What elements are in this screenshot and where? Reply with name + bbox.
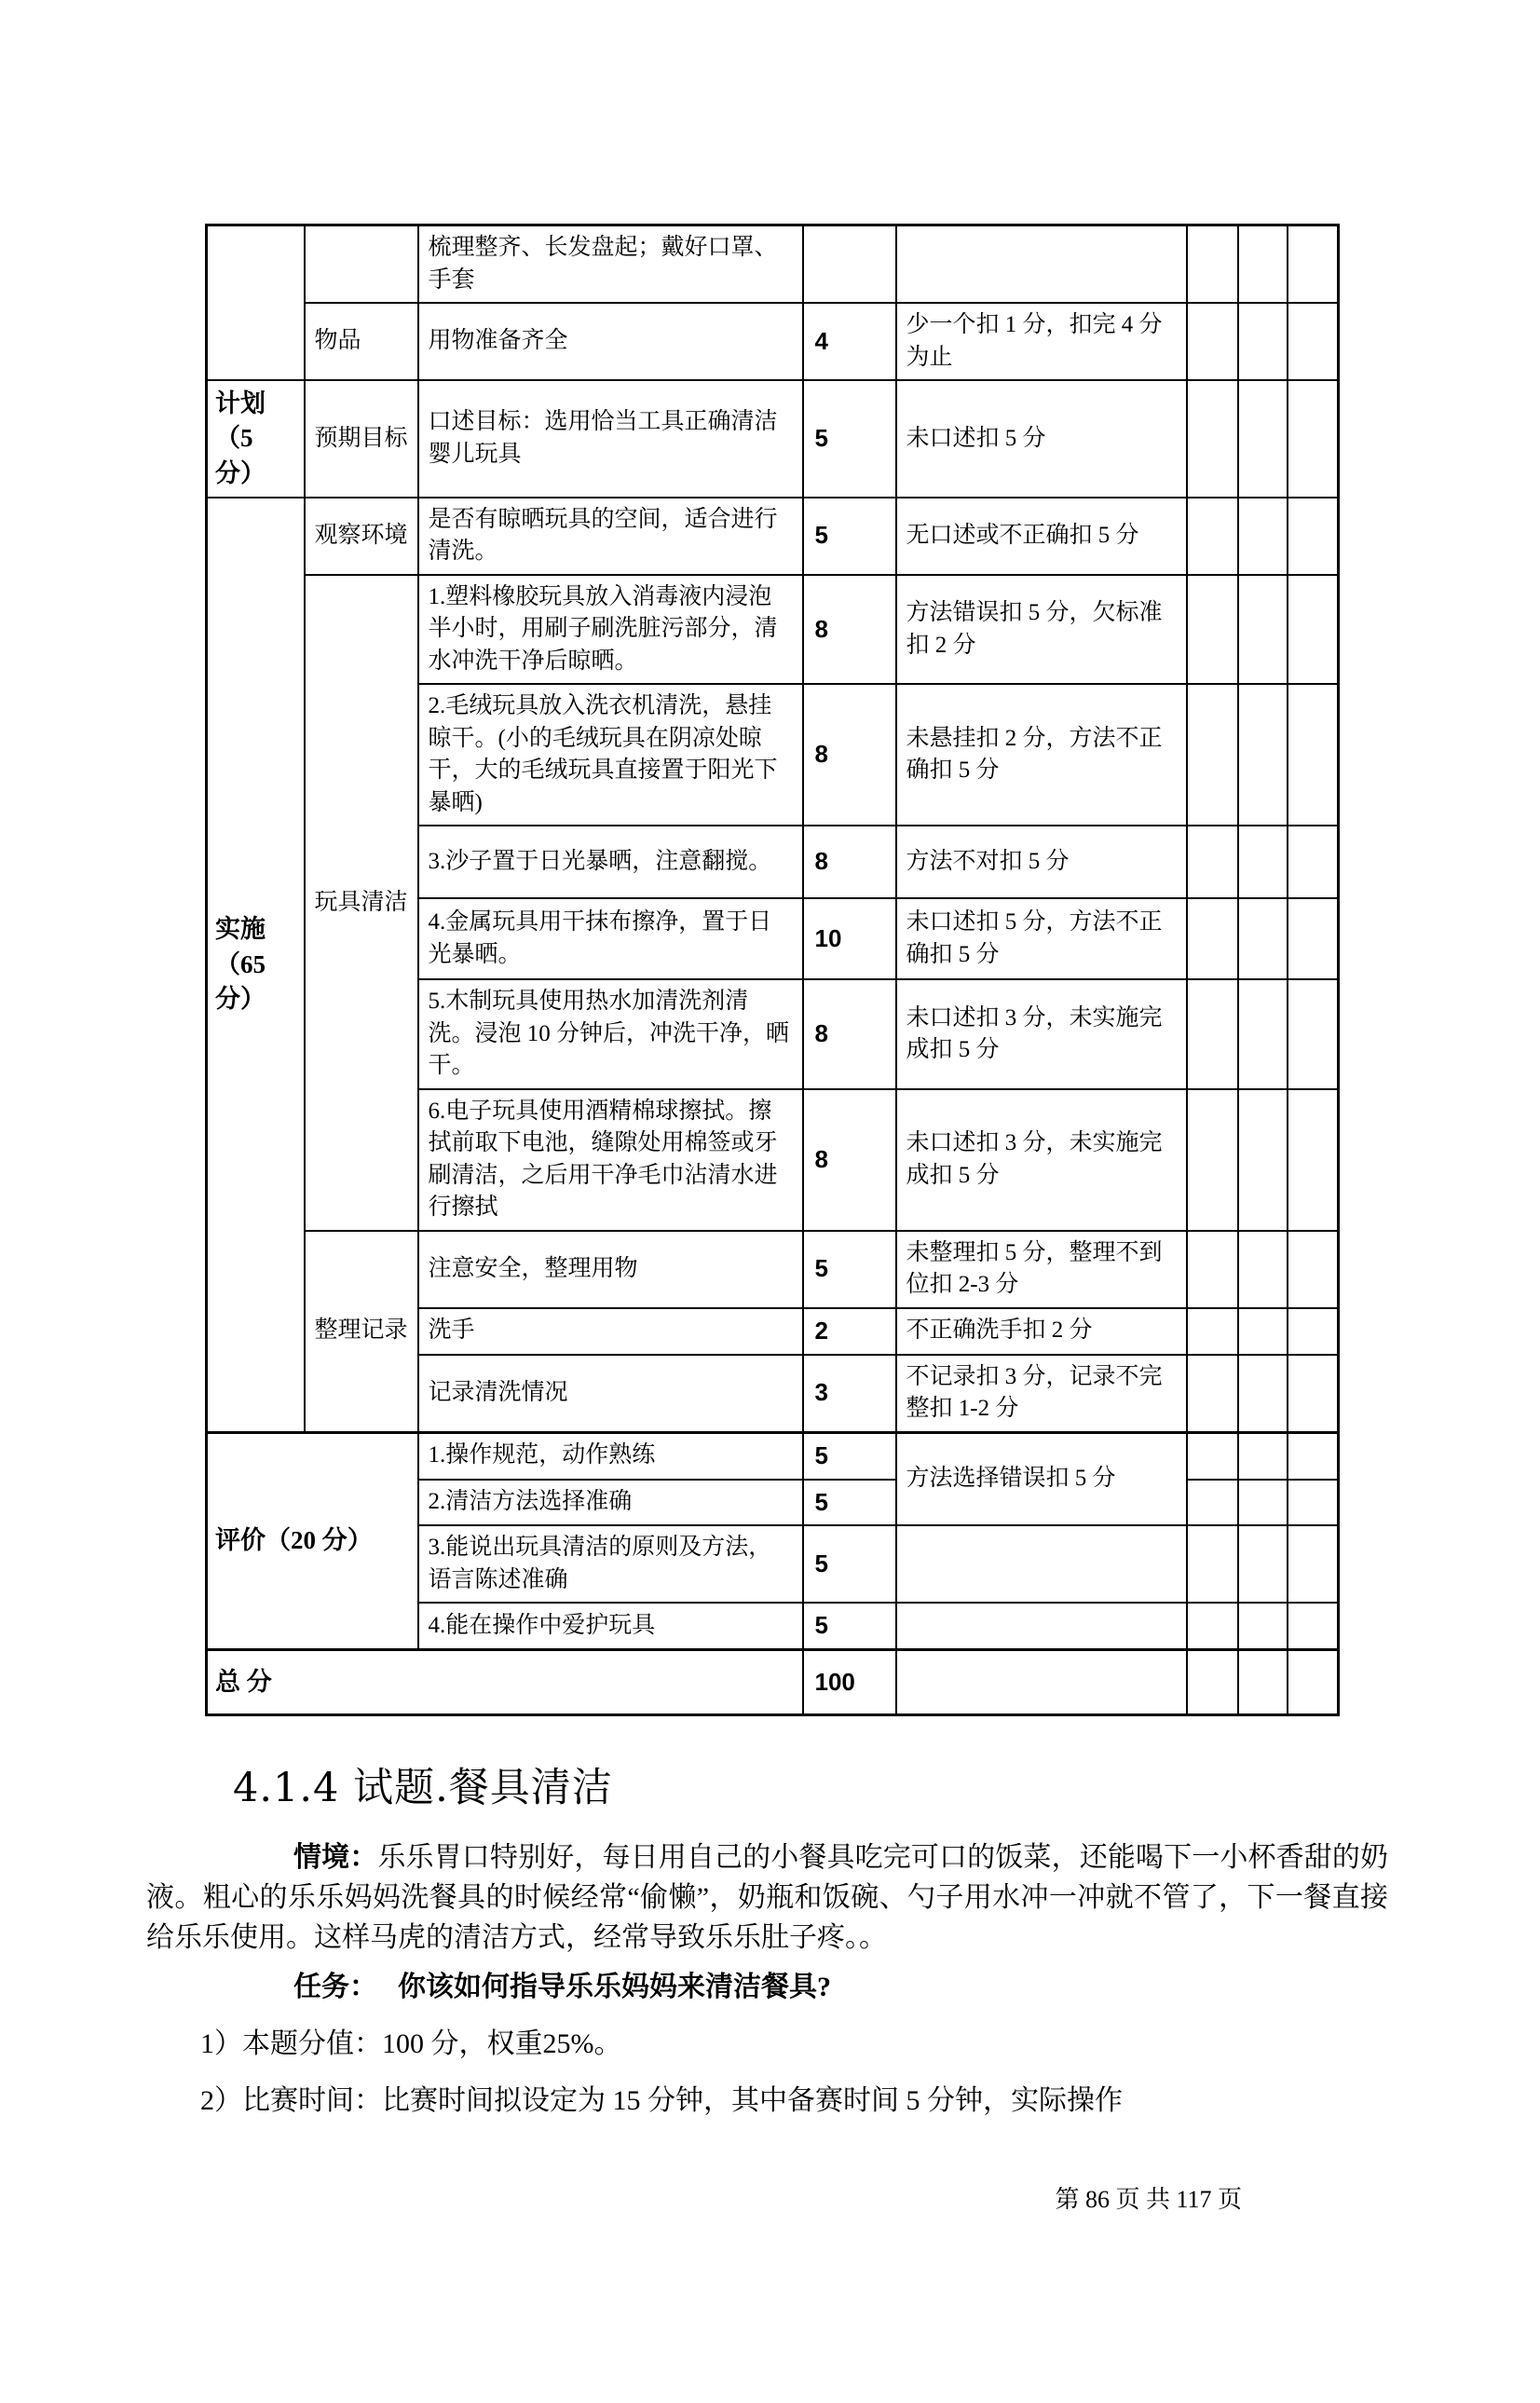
criteria-cell: 洗手 <box>418 1308 803 1355</box>
score-cell <box>1288 575 1339 685</box>
score-cell <box>1288 498 1339 575</box>
score-cell <box>1187 575 1238 685</box>
deduction-cell: 未口述扣 3 分，未实施完成扣 5 分 <box>896 979 1187 1089</box>
score-cell <box>1288 898 1339 979</box>
criteria-cell: 是否有晾晒玩具的空间，适合进行清洗。 <box>418 498 803 575</box>
points-cell: 5 <box>803 498 896 575</box>
score-cell <box>1238 826 1288 898</box>
criteria-cell: 口述目标：选用恰当工具正确清洁婴儿玩具 <box>418 380 803 498</box>
deduction-cell <box>896 1603 1187 1649</box>
score-cell <box>1238 1525 1288 1603</box>
score-cell <box>1238 1603 1288 1649</box>
section-heading: 4.1.4 试题.餐具清洁 <box>233 1765 613 1812</box>
task-label: 任务： <box>293 1971 377 2002</box>
deduction-cell <box>896 1650 1187 1715</box>
score-cell <box>1288 1432 1339 1479</box>
score-cell <box>1288 684 1339 826</box>
score-cell <box>1187 1650 1238 1715</box>
score-cell <box>1187 1308 1238 1355</box>
points-cell: 5 <box>803 1603 896 1649</box>
score-cell <box>1187 826 1238 898</box>
score-cell <box>1238 1308 1288 1355</box>
deduction-cell: 方法选择错误扣 5 分 <box>896 1432 1187 1525</box>
deduction-cell: 未悬挂扣 2 分，方法不正确扣 5 分 <box>896 684 1187 826</box>
score-cell <box>1238 225 1288 304</box>
score-cell <box>1288 1603 1339 1649</box>
subcategory-cell: 整理记录 <box>305 1231 418 1432</box>
page-number-footer: 第 86 页 共 117 页 <box>1055 2185 1242 2213</box>
score-cell <box>1238 1355 1288 1433</box>
points-cell: 8 <box>803 1089 896 1231</box>
points-cell: 5 <box>803 380 896 498</box>
deduction-cell: 无口述或不正确扣 5 分 <box>896 498 1187 575</box>
table-row <box>207 1650 1339 1715</box>
points-cell: 5 <box>803 1231 896 1308</box>
score-cell <box>1288 1231 1339 1308</box>
points-cell: 2 <box>803 1308 896 1355</box>
score-cell <box>1238 898 1288 979</box>
deduction-cell: 未口述扣 5 分，方法不正确扣 5 分 <box>896 898 1187 979</box>
task-text: 你该如何指导乐乐妈妈来清洁餐具? <box>398 1971 831 2002</box>
points-cell: 3 <box>803 1355 896 1433</box>
deduction-cell: 方法错误扣 5 分，欠标准扣 2 分 <box>896 575 1187 685</box>
score-cell <box>1238 1480 1288 1526</box>
scoring-rubric-table <box>205 224 1340 1716</box>
table-row <box>207 575 1339 685</box>
table-row <box>207 303 1339 380</box>
score-cell <box>1238 380 1288 498</box>
note-line: 2）比赛时间：比赛时间拟设定为 15 分钟，其中备赛时间 5 分钟，实际操作 <box>200 2084 1123 2116</box>
score-cell <box>1288 380 1339 498</box>
category-cell: 评价（20 分） <box>207 1432 418 1650</box>
total-points-cell: 100 <box>803 1650 896 1715</box>
deduction-cell <box>896 225 1187 304</box>
score-cell <box>1238 684 1288 826</box>
score-cell <box>1187 1603 1238 1649</box>
score-cell <box>1187 225 1238 304</box>
criteria-cell: 用物准备齐全 <box>418 303 803 380</box>
category-cell: 实施（65 分） <box>207 498 305 1432</box>
points-cell <box>803 225 896 304</box>
points-cell: 8 <box>803 979 896 1089</box>
criteria-cell: 2.毛绒玩具放入洗衣机清洗，悬挂晾干。(小的毛绒玩具在阴凉处晾干，大的毛绒玩具直接置于阳光下暴晒) <box>418 684 803 826</box>
deduction-cell: 不记录扣 3 分，记录不完整扣 1-2 分 <box>896 1355 1187 1433</box>
task-paragraph <box>146 1967 1388 2007</box>
points-cell: 5 <box>803 1432 896 1479</box>
score-cell <box>1238 575 1288 685</box>
subcategory-cell: 物品 <box>305 303 418 380</box>
table-row <box>207 380 1339 498</box>
criteria-cell: 4.金属玩具用干抹布擦净，置于日光暴晒。 <box>418 898 803 979</box>
deduction-cell: 方法不对扣 5 分 <box>896 826 1187 898</box>
criteria-cell: 4.能在操作中爱护玩具 <box>418 1603 803 1649</box>
scenario-paragraph <box>146 1837 1388 1958</box>
category-cell: 计划（5 分） <box>207 380 305 498</box>
category-cell <box>207 225 305 381</box>
subcategory-cell: 玩具清洁 <box>305 575 418 1231</box>
points-cell: 10 <box>803 898 896 979</box>
score-cell <box>1238 1089 1288 1231</box>
deduction-cell <box>896 1525 1187 1603</box>
points-cell: 8 <box>803 826 896 898</box>
criteria-cell: 记录清洗情况 <box>418 1355 803 1433</box>
deduction-cell: 未口述扣 3 分，未实施完成扣 5 分 <box>896 1089 1187 1231</box>
scenario-text: 乐乐胃口特别好，每日用自己的小餐具吃完可口的饭菜，还能喝下一小杯香甜的奶液。粗心的乐乐妈妈洗餐具的时候经常“偷懒”，奶瓶和饭碗、勺子用水冲一冲就不管了，下一餐直接给乐乐使用。这样马虎的清洁方式，经常导致乐乐肚子疼。。 <box>146 1841 1389 1953</box>
score-cell <box>1187 498 1238 575</box>
score-cell <box>1288 1355 1339 1433</box>
criteria-cell: 5.木制玩具使用热水加清洗剂清洗。浸泡 10 分钟后，冲洗干净，晒干。 <box>418 979 803 1089</box>
section-body <box>146 1765 1388 2121</box>
deduction-cell: 不正确洗手扣 2 分 <box>896 1308 1187 1355</box>
score-cell <box>1187 1432 1238 1479</box>
points-cell: 8 <box>803 575 896 685</box>
score-cell <box>1187 1089 1238 1231</box>
score-cell <box>1187 1231 1238 1308</box>
criteria-cell: 3.能说出玩具清洁的原则及方法，语言陈述准确 <box>418 1525 803 1603</box>
criteria-cell: 6.电子玩具使用酒精棉球擦拭。擦拭前取下电池，缝隙处用棉签或牙刷清洁，之后用干净毛巾沾清水进行擦拭 <box>418 1089 803 1231</box>
score-cell <box>1187 684 1238 826</box>
points-cell: 4 <box>803 303 896 380</box>
score-cell <box>1187 380 1238 498</box>
score-cell <box>1238 1231 1288 1308</box>
deduction-cell: 未整理扣 5 分，整理不到位扣 2-3 分 <box>896 1231 1187 1308</box>
score-cell <box>1288 1089 1339 1231</box>
score-cell <box>1288 1308 1339 1355</box>
score-cell <box>1288 1480 1339 1526</box>
score-cell <box>1187 1480 1238 1526</box>
score-cell <box>1238 1650 1288 1715</box>
table-row <box>207 225 1339 304</box>
table-row <box>207 1432 1339 1479</box>
deduction-cell: 少一个扣 1 分，扣完 4 分为止 <box>896 303 1187 380</box>
score-cell <box>1238 1432 1288 1479</box>
score-cell <box>1288 979 1339 1089</box>
score-cell <box>1288 1650 1339 1715</box>
scenario-label: 情境： <box>293 1841 378 1873</box>
criteria-cell: 梳理整齐、长发盘起；戴好口罩、手套 <box>418 225 803 304</box>
subcategory-cell: 预期目标 <box>305 380 418 498</box>
score-cell <box>1288 303 1339 380</box>
score-cell <box>1238 498 1288 575</box>
points-cell: 8 <box>803 684 896 826</box>
points-cell: 5 <box>803 1525 896 1603</box>
criteria-cell: 3.沙子置于日光暴晒，注意翻搅。 <box>418 826 803 898</box>
criteria-cell: 1.塑料橡胶玩具放入消毒液内浸泡半小时，用刷子刷洗脏污部分，清水冲洗干净后晾晒。 <box>418 575 803 685</box>
criteria-cell: 2.清洁方法选择准确 <box>418 1480 803 1526</box>
score-cell <box>1187 303 1238 380</box>
score-cell <box>1187 1525 1238 1603</box>
deduction-cell: 未口述扣 5 分 <box>896 380 1187 498</box>
table-row <box>207 498 1339 575</box>
score-cell <box>1238 979 1288 1089</box>
criteria-cell: 注意安全，整理用物 <box>418 1231 803 1308</box>
score-cell <box>1288 826 1339 898</box>
criteria-cell: 1.操作规范，动作熟练 <box>418 1432 803 1479</box>
score-cell <box>1288 225 1339 304</box>
table-row <box>207 1231 1339 1308</box>
total-label-cell: 总 分 <box>207 1650 803 1715</box>
score-cell <box>1187 1355 1238 1433</box>
subcategory-cell <box>305 225 418 304</box>
score-cell <box>1187 979 1238 1089</box>
score-cell <box>1187 898 1238 979</box>
note-line: 1）本题分值：100 分，权重25%。 <box>200 2028 622 2059</box>
subcategory-cell: 观察环境 <box>305 498 418 575</box>
points-cell: 5 <box>803 1480 896 1526</box>
score-cell <box>1238 303 1288 380</box>
score-cell <box>1288 1525 1339 1603</box>
